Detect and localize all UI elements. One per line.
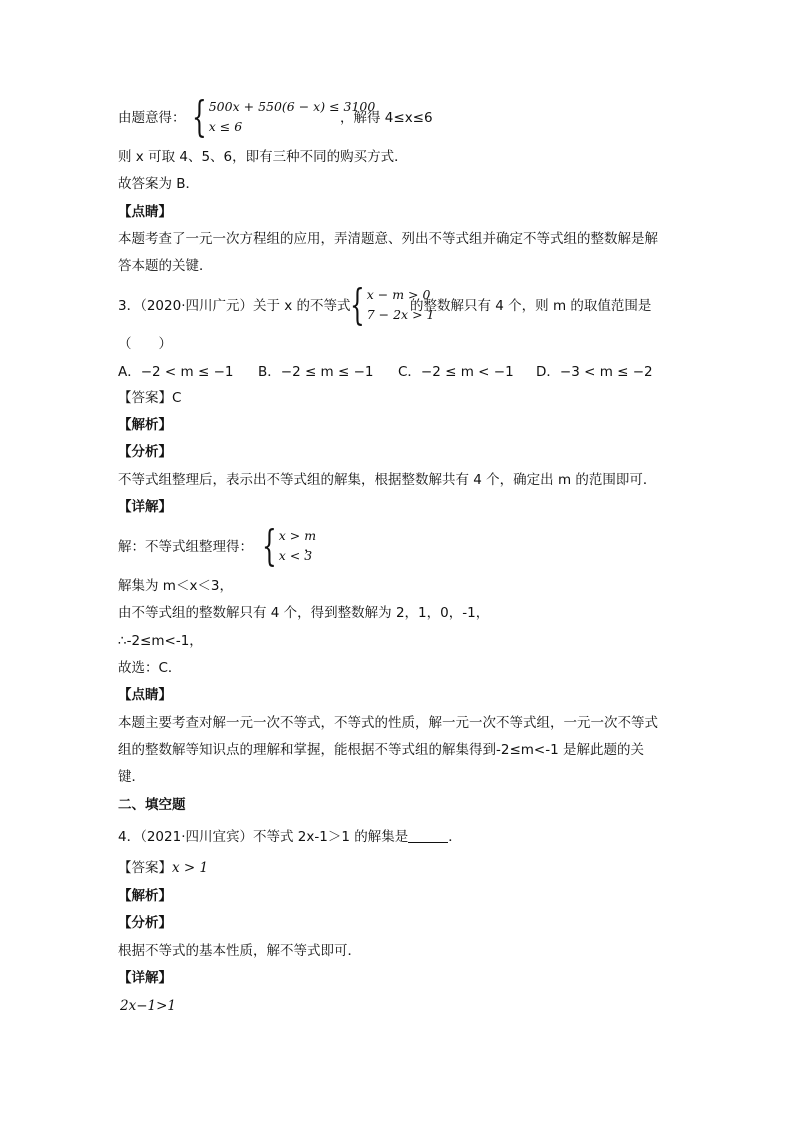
q3-xiangjie-label: 【详解】 bbox=[118, 499, 172, 515]
q2-dianjing-text-2: 答本题的关键． bbox=[118, 258, 213, 274]
q3-jiexi-label: 【解析】 bbox=[118, 417, 172, 433]
q4-stem-suffix: ． bbox=[448, 829, 462, 845]
q3-option-c: C．−2 ≤ m < −1 bbox=[398, 364, 514, 380]
q3-solve-line-1: x > m bbox=[278, 528, 317, 543]
q4-step-1: 2x−1>1 bbox=[120, 998, 177, 1014]
q4-answer-line bbox=[118, 858, 208, 878]
q3-dianjing-text-3: 键． bbox=[118, 769, 145, 785]
q4-stem bbox=[118, 827, 462, 847]
q3-fenxi-text: 不等式组整理后，表示出不等式组的解集，根据整数解共有 4 个，确定出 m 的范围即可． bbox=[118, 472, 657, 488]
q4-answer-label: 【答案】 bbox=[118, 860, 172, 876]
left-brace: { bbox=[192, 92, 207, 141]
left-brace: { bbox=[350, 280, 365, 329]
section-heading-fill-in: 二、填空题 bbox=[118, 797, 186, 813]
q3-system-line-2: 7 − 2x > 1 bbox=[366, 307, 435, 322]
q3-fenxi-label: 【分析】 bbox=[118, 444, 172, 460]
q2-dianjing-label: 【点睛】 bbox=[118, 204, 172, 220]
q2-answer-line: 故答案为 B． bbox=[118, 176, 200, 192]
q3-stem-suffix: 的整数解只有 4 个，则 m 的取值范围是 bbox=[410, 298, 652, 314]
q4-jiexi-label: 【解析】 bbox=[118, 888, 172, 904]
left-brace: { bbox=[262, 521, 277, 570]
q2-setup-suffix: ，解得 4≤x≤6 bbox=[340, 110, 433, 126]
q3-solve-line-2: x < 3 bbox=[278, 548, 313, 563]
q3-solve-suffix: ， bbox=[304, 539, 318, 555]
q3-system-line-1: x − m > 0 bbox=[366, 287, 431, 302]
q4-answer-value: x > 1 bbox=[172, 860, 209, 876]
q3-solution-set: 解集为 m＜x＜3， bbox=[118, 578, 234, 594]
q2-choices-line: 则 x 可取 4、5、6，即有三种不同的购买方式． bbox=[118, 149, 408, 165]
q3-answer: 【答案】C bbox=[118, 390, 182, 406]
q2-system-line-1: 500x + 550(6 − x) ≤ 3100 bbox=[208, 99, 376, 114]
q3-dianjing-text-1: 本题主要考查对解一元一次不等式，不等式的性质，解一元一次不等式组，一元一次不等式 bbox=[118, 715, 658, 731]
q4-fenxi-text: 根据不等式的基本性质，解不等式即可． bbox=[118, 943, 361, 959]
q2-setup-prefix: 由题意得： bbox=[118, 110, 186, 126]
q3-option-a: A．−2 < m ≤ −1 bbox=[118, 364, 234, 380]
q4-xiangjie-label: 【详解】 bbox=[118, 970, 172, 986]
q3-choose: 故选：C． bbox=[118, 660, 182, 676]
q4-stem-prefix: 4．（2021·四川宜宾）不等式 2x-1＞1 的解集是 bbox=[118, 829, 409, 845]
q4-fenxi-label: 【分析】 bbox=[118, 915, 172, 931]
q2-dianjing-text-1: 本题考查了一元一次方程组的应用，弄清题意、列出不等式组并确定不等式组的整数解是解 bbox=[118, 231, 658, 247]
q3-therefore: ∴-2≤m<-1， bbox=[118, 633, 203, 649]
q2-system-line-2: x ≤ 6 bbox=[208, 119, 243, 134]
q3-integer-solutions: 由不等式组的整数解只有 4 个，得到整数解为 2，1，0，-1， bbox=[118, 605, 490, 621]
q2-setup-line bbox=[118, 108, 186, 128]
q3-paren: （ ） bbox=[118, 336, 172, 352]
q3-dianjing-text-2: 组的整数解等知识点的理解和掌握，能根据不等式组的解集得到-2≤m<-1 是解此题的关 bbox=[118, 742, 644, 758]
q3-stem-prefix: 3．（2020·四川广元）关于 x 的不等式 bbox=[118, 298, 351, 314]
answer-blank bbox=[408, 828, 448, 843]
q3-solve-prefix: 解：不等式组整理得： bbox=[118, 539, 253, 555]
q3-option-d: D．−3 < m ≤ −2 bbox=[536, 364, 653, 380]
q3-option-b: B．−2 ≤ m ≤ −1 bbox=[258, 364, 374, 380]
q3-dianjing-label: 【点睛】 bbox=[118, 687, 172, 703]
